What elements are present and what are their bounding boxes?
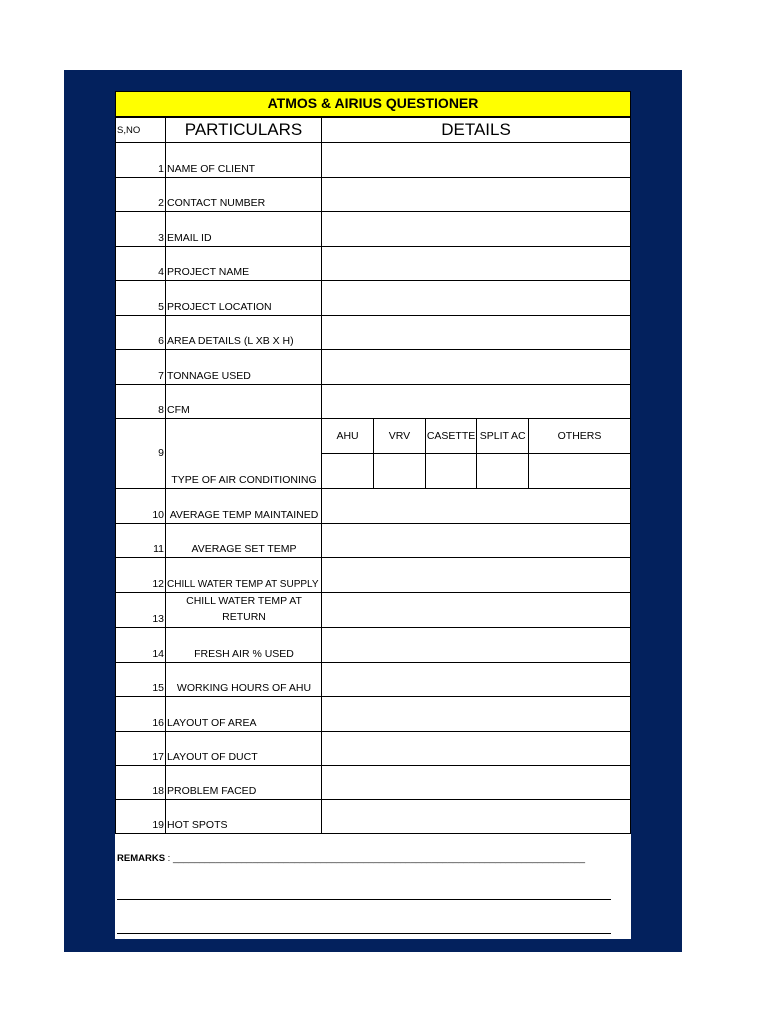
remarks-colon: : xyxy=(167,853,171,864)
remarks-line-2[interactable] xyxy=(117,899,611,900)
ac-type-others: OTHERS xyxy=(529,419,631,453)
row-label: CHILL WATER TEMP AT RETURN xyxy=(166,593,322,628)
row-label: AVERAGE SET TEMP xyxy=(166,524,322,558)
row-label: PROJECT NAME xyxy=(166,247,322,281)
details-cell[interactable] xyxy=(322,350,631,385)
details-cell[interactable] xyxy=(322,524,631,558)
form-title: ATMOS & AIRIUS QUESTIONER xyxy=(115,91,631,118)
row-label: EMAIL ID xyxy=(166,212,322,247)
questionnaire-table xyxy=(115,117,631,834)
details-cell[interactable] xyxy=(322,593,631,628)
details-cell[interactable] xyxy=(322,281,631,316)
ac-type-grid xyxy=(322,419,631,489)
header-details: DETAILS xyxy=(322,118,631,143)
table-row xyxy=(116,350,631,385)
ac-type-split-ac-value[interactable] xyxy=(477,453,529,488)
row-number: 7 xyxy=(116,350,166,385)
row-number: 14 xyxy=(116,628,166,663)
row-label: NAME OF CLIENT xyxy=(166,143,322,178)
row-number: 2 xyxy=(116,178,166,212)
ac-type-casette: CASETTE xyxy=(425,419,477,453)
row-number: 9 xyxy=(116,419,166,489)
row-label: AVERAGE TEMP MAINTAINED xyxy=(166,489,322,524)
header-sno: S,NO xyxy=(116,118,166,143)
ac-type-vrv: VRV xyxy=(374,419,426,453)
row-number: 4 xyxy=(116,247,166,281)
details-cell[interactable] xyxy=(322,558,631,593)
details-cell[interactable] xyxy=(322,143,631,178)
table-row xyxy=(116,663,631,697)
row-label: CONTACT NUMBER xyxy=(166,178,322,212)
details-cell[interactable] xyxy=(322,212,631,247)
row-label: AREA DETAILS (L XB X H) xyxy=(166,316,322,350)
remarks-section xyxy=(117,853,585,864)
row-label: LAYOUT OF DUCT xyxy=(166,732,322,766)
row-number: 19 xyxy=(116,800,166,834)
row-number: 3 xyxy=(116,212,166,247)
details-cell[interactable] xyxy=(322,732,631,766)
table-row xyxy=(116,489,631,524)
questionnaire-sheet xyxy=(115,91,631,939)
row-number: 10 xyxy=(116,489,166,524)
remarks-line[interactable]: ______________________________________________________________________________ xyxy=(172,853,586,864)
row-label: TONNAGE USED xyxy=(166,350,322,385)
table-row xyxy=(116,558,631,593)
row-number: 11 xyxy=(116,524,166,558)
table-row xyxy=(116,316,631,350)
details-cell[interactable] xyxy=(322,697,631,732)
table-row xyxy=(116,732,631,766)
ac-type-casette-value[interactable] xyxy=(425,453,477,488)
details-cell[interactable] xyxy=(322,178,631,212)
row-label: FRESH AIR % USED xyxy=(166,628,322,663)
details-cell[interactable] xyxy=(322,800,631,834)
row-label: WORKING HOURS OF AHU xyxy=(166,663,322,697)
table-row-ac-type xyxy=(116,419,631,489)
row-label: PROJECT LOCATION xyxy=(166,281,322,316)
details-cell[interactable] xyxy=(322,766,631,800)
row-label: PROBLEM FACED xyxy=(166,766,322,800)
ac-type-ahu-value[interactable] xyxy=(322,453,374,488)
row-label: TYPE OF AIR CONDITIONING xyxy=(166,419,322,489)
row-number: 8 xyxy=(116,385,166,419)
table-row xyxy=(116,385,631,419)
table-row xyxy=(116,766,631,800)
table-row xyxy=(116,143,631,178)
row-number: 12 xyxy=(116,558,166,593)
row-number: 13 xyxy=(116,593,166,628)
row-number: 5 xyxy=(116,281,166,316)
row-label: LAYOUT OF AREA xyxy=(166,697,322,732)
row-number: 1 xyxy=(116,143,166,178)
row-number: 16 xyxy=(116,697,166,732)
details-cell[interactable] xyxy=(322,385,631,419)
ac-type-ahu: AHU xyxy=(322,419,374,453)
ac-type-vrv-value[interactable] xyxy=(374,453,426,488)
table-row xyxy=(116,524,631,558)
row-number: 15 xyxy=(116,663,166,697)
ac-type-others-value[interactable] xyxy=(529,453,631,488)
table-row xyxy=(116,697,631,732)
details-cell[interactable] xyxy=(322,663,631,697)
row-number: 17 xyxy=(116,732,166,766)
remarks-label: REMARKS xyxy=(117,853,166,864)
remarks-line-3[interactable] xyxy=(117,933,611,934)
row-label: CHILL WATER TEMP AT SUPPLY xyxy=(166,558,322,593)
table-row xyxy=(116,628,631,663)
header-row xyxy=(116,118,631,143)
row-label: CFM xyxy=(166,385,322,419)
table-row xyxy=(116,281,631,316)
details-cell[interactable] xyxy=(322,489,631,524)
row-number: 6 xyxy=(116,316,166,350)
details-cell[interactable] xyxy=(322,316,631,350)
row-number: 18 xyxy=(116,766,166,800)
table-row xyxy=(116,247,631,281)
header-particulars: PARTICULARS xyxy=(166,118,322,143)
table-row xyxy=(116,593,631,628)
ac-type-split-ac: SPLIT AC xyxy=(477,419,529,453)
row-label: HOT SPOTS xyxy=(166,800,322,834)
table-row xyxy=(116,178,631,212)
details-cell[interactable] xyxy=(322,247,631,281)
table-row xyxy=(116,212,631,247)
table-row xyxy=(116,800,631,834)
details-cell[interactable] xyxy=(322,628,631,663)
